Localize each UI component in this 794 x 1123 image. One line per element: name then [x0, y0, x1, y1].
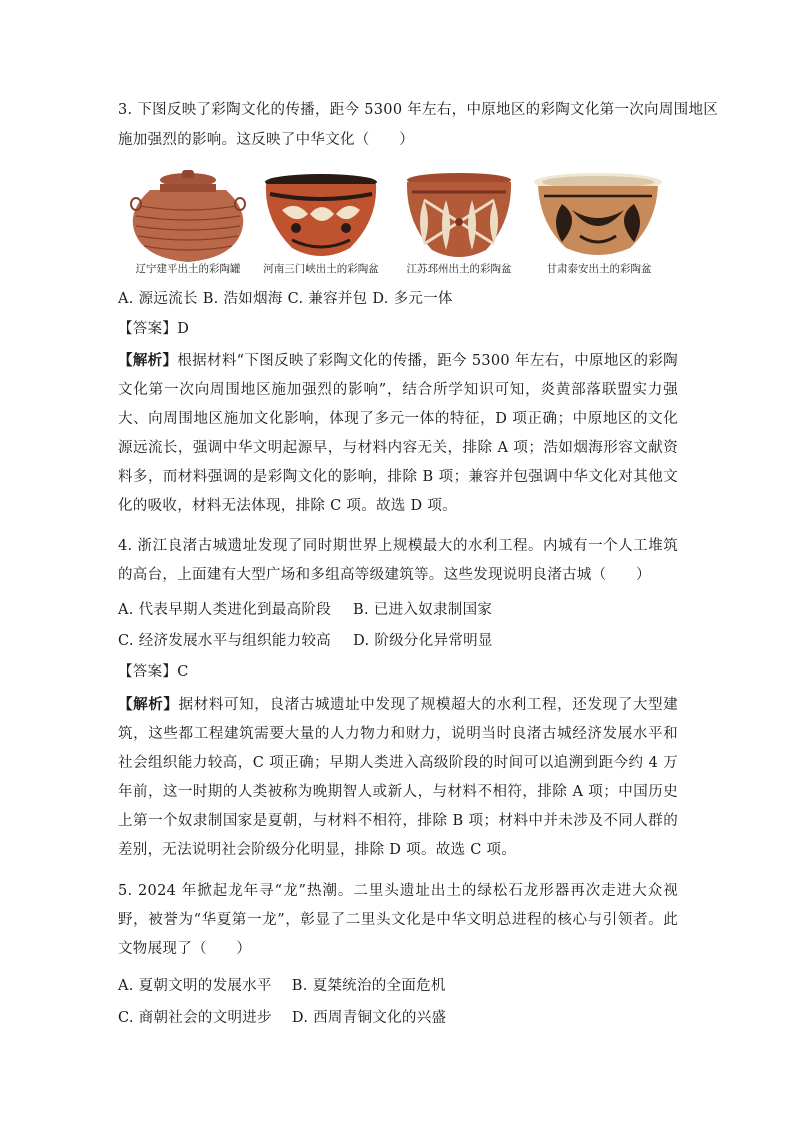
q3-analysis	[118, 346, 678, 521]
q3-stem-line1: 3. 下图反映了彩陶文化的传播，距今 5300 年左右，中原地区的彩陶文化第一次向周围地区	[118, 102, 719, 118]
q3-analysis-text: 根据材料“下图反映了彩陶文化的传播，距今 5300 年左右，中原地区的彩陶文化第一次向周围地区施加强烈的影响”，结合所学知识可知，炎黄部落联盟实力强大、向周围地区施加文化影响，体现了多元一体的特征，D 项正确；中原地区的文化源远流长，强调中华文明起源早，与材料内容无关，排除 A 项；浩如烟海形容文献资料多，而材料强调的是彩陶文化的影响，排除 B 项；兼容并包强调中华文化对其他文化的吸收，材料无法体现，排除 C 项。故选 D 项。	[118, 353, 678, 514]
q4-analysis	[118, 690, 678, 865]
q5-options-row1	[118, 972, 678, 1001]
pottery-basin-gansu-image	[532, 170, 664, 264]
q5-option-a: A. 夏朝文明的发展水平	[118, 978, 272, 994]
q5-stem: 5. 2024 年掀起龙年寻“龙”热潮。二里头遗址出土的绿松石龙形器再次走进大众视野，被誉为“华夏第一龙”，彰显了二里头文化是中华文明总进程的核心与引领者。此文物展现了（ ）	[118, 883, 678, 957]
q4-option-d: D. 阶级分化异常明显	[353, 633, 493, 649]
caption-liaoning: 辽宁建平出土的彩陶罐	[135, 263, 241, 275]
caption-sanmenxia: 河南三门峡出土的彩陶盆	[263, 263, 379, 275]
q5-options-row2	[118, 1004, 678, 1033]
q5-option-d: D. 西周青铜文化的兴盛	[291, 1010, 447, 1026]
pottery-basin-sanmenxia-image	[262, 170, 380, 264]
q3-answer: 【答案】D	[118, 321, 190, 337]
q4-answer: 【答案】C	[118, 664, 189, 680]
pottery-jar-liaoning-image	[126, 170, 250, 264]
q4-option-c: C. 经济发展水平与组织能力较高	[118, 633, 332, 649]
caption-gansu: 甘肃泰安出土的彩陶盆	[546, 263, 652, 275]
caption-pizhou: 江苏邳州出土的彩陶盆	[406, 263, 512, 275]
q5-option-b: B. 夏桀统治的全面危机	[291, 978, 446, 994]
q4-analysis-label: 【解析】	[118, 696, 179, 713]
q4-stem: 4. 浙江良渚古城遗址发现了同时期世界上规模最大的水利工程。内城有一个人工堆筑的高台，上面建有大型广场和多组高等级建筑等。这些发现说明良渚古城（ ）	[118, 538, 678, 583]
q4-analysis-text: 据材料可知，良渚古城遗址中发现了规模超大的水利工程，还发现了大型建筑，这些都工程建筑需要大量的人力物力和财力，说明当时良渚古城经济发展水平和社会组织能力较高，C 项正确；早期人类进入高级阶段的时间可以追溯到距今约 4 万年前，这一时期的人类被称为晚期智人或新人，与材料不相符，排除 A 项；中国历史上第一个奴隶制国家是夏朝，与材料不相符，排除 B 项；材料中并未涉及不同人群的差别，无法说明社会阶级分化明显，排除 D 项。故选 C 项。	[118, 697, 678, 858]
q4-options-row1	[118, 596, 678, 625]
q5-option-c: C. 商朝社会的文明进步	[118, 1010, 272, 1026]
q3-analysis-label: 【解析】	[118, 352, 178, 369]
q3-options: A. 源远流长 B. 浩如烟海 C. 兼容并包 D. 多元一体	[118, 291, 453, 307]
q4-options-row2	[118, 627, 678, 656]
q3-stem-line2: 施加强烈的影响。这反映了中华文化（ ）	[118, 132, 414, 148]
pottery-basin-pizhou-image	[402, 170, 516, 264]
q4-option-a: A. 代表早期人类进化到最高阶段	[118, 602, 331, 618]
q4-option-b: B. 已进入奴隶制国家	[353, 602, 493, 618]
